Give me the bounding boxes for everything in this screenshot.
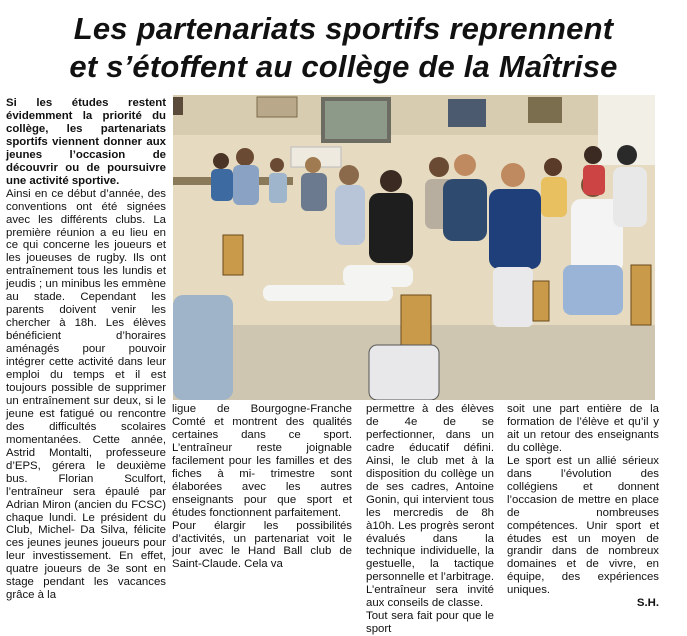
article-column-1 [6, 97, 166, 602]
article-paragraph: Ainsi en ce début d’année, des conventions ont été signées avec les différents clubs. La première réunion a eu lieu en ce qui concerne les joueurs et les joueuses de rugby. Ils ont entraînement tous les lundis et jeudis ; un minibus les emmène au stade. Cependant les parents doivent venir les chercher à 18h. Les élèves bénéficient d’horaires aménagés pour pouvoir intégrer cette activité dans leur emploi du temps et il est toujours possible de supprimer un entraînement sur deux, si le jeune est fatigué ou rencontre des difficultés scolaires momentanées. Cette année, Astrid Montalti, professeure d’EPS, gérera le deuxième bus. Florian Sculfort, l’entraîneur sera épaulé par Adrian Miron (ancien du FCSC) chaque lundi. Le président du Club, Michel- Da Silva, félicite ces jeunes jeunes joueurs pour leur investissement. En effet, quatre joueurs de 3e sont en stage pendant les vacances grâce à la [6, 187, 166, 602]
headline-line-1: Les partenariats sportifs reprennent [73, 11, 614, 46]
article-column-4 [507, 403, 659, 610]
article-column-3 [366, 403, 494, 636]
article-headline [0, 10, 687, 86]
article-column-2 [172, 403, 352, 571]
headline-line-2: et s’étoffent au collège de la Maîtrise [69, 49, 618, 84]
article-paragraph: permettre à des élèves de 4e de se perfectionner, dans un cadre éducatif défini. Ainsi, le club met à la disposition du collège un de ses cadres, Antoine Gonin, qui intervient tous les mercredis de 8h à10h. Les progrès seront évalués dans la technique individuelle, la gestuelle, la tactique personnelle et l’arbitrage. L’entraîneur sera invité aux conseils de classe. [366, 403, 494, 610]
article-paragraph: Pour élargir les possibilités d’activités, un partenariat voit le jour avec le Hand Ball club de Saint-Claude. Cela va [172, 519, 352, 571]
article-paragraph: Tout sera fait pour que le sport [366, 610, 494, 636]
article-paragraph: Le sport est un allié sérieux dans l’évolution des collégiens et donnent l’occasion de mettre en place de nombreuses compétences. Unir sport et études est un moyen de grandir dans de nombreux domaines et de vivre, en équipe, des expériences uniques. [507, 454, 659, 597]
author-signature: S.H. [636, 597, 659, 610]
article-photo [173, 95, 655, 400]
article-paragraph: ligue de Bourgogne-Franche Comté et montrent des qualités certaines dans ce sport. L’entraîneur reste joignable facilement pour les familles et des fiches à mi- trimestre sont élaborées avec les autres enseignants pour que sport et études fonctionnent parfaitement. [172, 403, 352, 519]
article-lead: Si les études restent évidemment la priorité du collège, les partenariats sportifs viennent donner aux jeunes l’occasion de découvrir ou de poursuivre une activité sportive. [6, 97, 166, 187]
article-paragraph: soit une part entière de la formation de l’élève et qu’il y ait un retour des enseignants du collège. [507, 403, 659, 454]
